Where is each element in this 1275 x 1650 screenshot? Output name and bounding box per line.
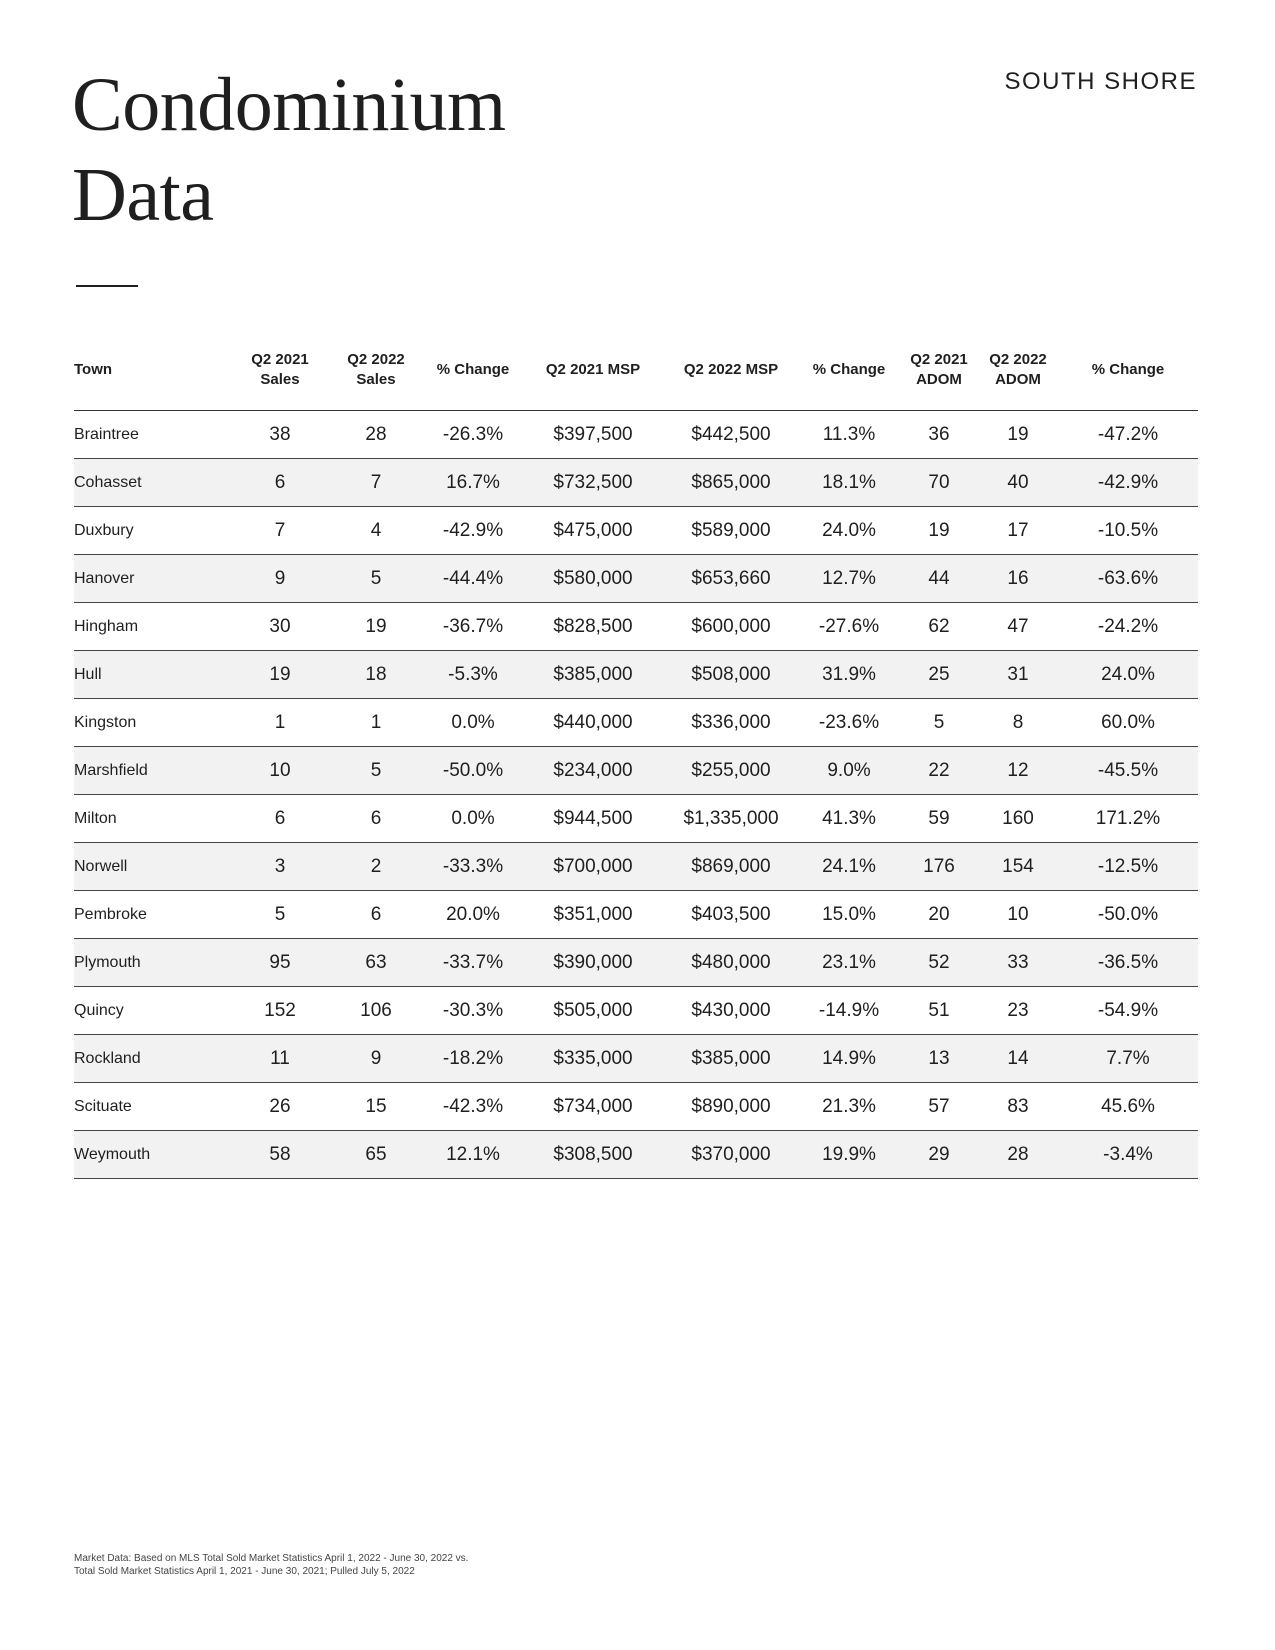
cell-q2-2021-sales: 19 (232, 651, 328, 699)
cell-q2-2022-msp: $336,000 (664, 699, 798, 747)
cell-q2-2021-sales: 95 (232, 939, 328, 987)
cell-q2-2021-adom: 52 (900, 939, 978, 987)
cell-sales-change: 0.0% (424, 795, 522, 843)
cell-q2-2022-adom: 8 (978, 699, 1058, 747)
cell-q2-2022-adom: 23 (978, 987, 1058, 1035)
cell-q2-2021-msp: $580,000 (522, 555, 664, 603)
cell-town: Pembroke (74, 891, 232, 939)
cell-q2-2022-adom: 19 (978, 411, 1058, 459)
cell-q2-2022-sales: 2 (328, 843, 424, 891)
cell-sales-change: -50.0% (424, 747, 522, 795)
cell-q2-2021-msp: $944,500 (522, 795, 664, 843)
cell-q2-2022-adom: 10 (978, 891, 1058, 939)
cell-sales-change: -42.9% (424, 507, 522, 555)
table-row (74, 987, 1198, 1035)
cell-q2-2021-adom: 25 (900, 651, 978, 699)
table-row (74, 1083, 1198, 1131)
table-row (74, 411, 1198, 459)
col-header-town: Town (74, 334, 232, 411)
cell-q2-2021-adom: 22 (900, 747, 978, 795)
cell-q2-2022-msp: $442,500 (664, 411, 798, 459)
col-header-q2-2021-sales: Q2 2021 Sales (232, 334, 328, 411)
cell-town: Braintree (74, 411, 232, 459)
footnote (74, 1552, 674, 1578)
cell-q2-2022-sales: 65 (328, 1131, 424, 1179)
table-row (74, 651, 1198, 699)
table-row (74, 843, 1198, 891)
cell-q2-2022-msp: $430,000 (664, 987, 798, 1035)
cell-q2-2021-msp: $734,000 (522, 1083, 664, 1131)
cell-q2-2022-msp: $1,335,000 (664, 795, 798, 843)
cell-q2-2021-msp: $390,000 (522, 939, 664, 987)
page-title-line1: Condominium (72, 63, 506, 147)
cell-q2-2022-sales: 4 (328, 507, 424, 555)
cell-sales-change: -5.3% (424, 651, 522, 699)
cell-adom-change: -36.5% (1058, 939, 1198, 987)
cell-q2-2021-msp: $828,500 (522, 603, 664, 651)
cell-msp-change: 9.0% (798, 747, 900, 795)
cell-sales-change: -30.3% (424, 987, 522, 1035)
cell-q2-2022-msp: $890,000 (664, 1083, 798, 1131)
cell-town: Hanover (74, 555, 232, 603)
col-header-q2-2022-adom: Q2 2022 ADOM (978, 334, 1058, 411)
cell-town: Scituate (74, 1083, 232, 1131)
cell-q2-2022-sales: 63 (328, 939, 424, 987)
cell-msp-change: 12.7% (798, 555, 900, 603)
cell-sales-change: -26.3% (424, 411, 522, 459)
cell-sales-change: 0.0% (424, 699, 522, 747)
footnote-line2: Total Sold Market Statistics April 1, 2021 - June 30, 2021; Pulled July 5, 2022 (74, 1566, 415, 1577)
cell-q2-2022-adom: 83 (978, 1083, 1058, 1131)
cell-q2-2022-sales: 6 (328, 795, 424, 843)
cell-q2-2022-msp: $508,000 (664, 651, 798, 699)
cell-sales-change: -33.3% (424, 843, 522, 891)
cell-q2-2021-msp: $308,500 (522, 1131, 664, 1179)
title-divider (76, 285, 138, 287)
cell-q2-2021-adom: 57 (900, 1083, 978, 1131)
cell-sales-change: -33.7% (424, 939, 522, 987)
cell-q2-2022-msp: $370,000 (664, 1131, 798, 1179)
cell-q2-2021-sales: 6 (232, 795, 328, 843)
cell-msp-change: 23.1% (798, 939, 900, 987)
cell-q2-2021-adom: 5 (900, 699, 978, 747)
cell-msp-change: -23.6% (798, 699, 900, 747)
cell-q2-2021-msp: $397,500 (522, 411, 664, 459)
cell-adom-change: -50.0% (1058, 891, 1198, 939)
cell-q2-2021-msp: $440,000 (522, 699, 664, 747)
cell-sales-change: -44.4% (424, 555, 522, 603)
cell-q2-2022-adom: 12 (978, 747, 1058, 795)
cell-q2-2022-adom: 14 (978, 1035, 1058, 1083)
cell-q2-2021-adom: 59 (900, 795, 978, 843)
cell-q2-2021-sales: 10 (232, 747, 328, 795)
cell-sales-change: 20.0% (424, 891, 522, 939)
cell-adom-change: -45.5% (1058, 747, 1198, 795)
cell-adom-change: -47.2% (1058, 411, 1198, 459)
cell-msp-change: 19.9% (798, 1131, 900, 1179)
cell-msp-change: 15.0% (798, 891, 900, 939)
cell-town: Weymouth (74, 1131, 232, 1179)
condo-data-table (74, 334, 1198, 1179)
cell-sales-change: -36.7% (424, 603, 522, 651)
table-header-row (74, 334, 1198, 411)
col-header-q2-2022-msp: Q2 2022 MSP (664, 334, 798, 411)
cell-town: Quincy (74, 987, 232, 1035)
cell-q2-2021-msp: $475,000 (522, 507, 664, 555)
cell-town: Norwell (74, 843, 232, 891)
cell-q2-2021-adom: 13 (900, 1035, 978, 1083)
cell-q2-2022-sales: 7 (328, 459, 424, 507)
cell-q2-2022-msp: $403,500 (664, 891, 798, 939)
cell-town: Rockland (74, 1035, 232, 1083)
cell-town: Cohasset (74, 459, 232, 507)
cell-adom-change: -12.5% (1058, 843, 1198, 891)
cell-q2-2022-adom: 160 (978, 795, 1058, 843)
table-row (74, 699, 1198, 747)
col-header-q2-2021-adom: Q2 2021 ADOM (900, 334, 978, 411)
cell-town: Marshfield (74, 747, 232, 795)
cell-q2-2022-sales: 106 (328, 987, 424, 1035)
table-row (74, 603, 1198, 651)
table-row (74, 1035, 1198, 1083)
cell-q2-2022-msp: $589,000 (664, 507, 798, 555)
cell-q2-2021-msp: $351,000 (522, 891, 664, 939)
cell-q2-2021-adom: 29 (900, 1131, 978, 1179)
cell-town: Duxbury (74, 507, 232, 555)
cell-q2-2022-msp: $865,000 (664, 459, 798, 507)
cell-q2-2022-msp: $653,660 (664, 555, 798, 603)
cell-q2-2022-sales: 15 (328, 1083, 424, 1131)
table-row (74, 507, 1198, 555)
cell-q2-2022-msp: $600,000 (664, 603, 798, 651)
col-header-msp-change: % Change (798, 334, 900, 411)
table-row (74, 459, 1198, 507)
table-row (74, 555, 1198, 603)
cell-q2-2022-adom: 31 (978, 651, 1058, 699)
cell-msp-change: -27.6% (798, 603, 900, 651)
cell-q2-2022-adom: 17 (978, 507, 1058, 555)
cell-msp-change: 41.3% (798, 795, 900, 843)
cell-adom-change: 171.2% (1058, 795, 1198, 843)
table-row (74, 891, 1198, 939)
cell-msp-change: -14.9% (798, 987, 900, 1035)
cell-town: Hingham (74, 603, 232, 651)
table-row (74, 939, 1198, 987)
table-row (74, 1131, 1198, 1179)
cell-q2-2022-sales: 1 (328, 699, 424, 747)
cell-adom-change: 45.6% (1058, 1083, 1198, 1131)
cell-sales-change: -18.2% (424, 1035, 522, 1083)
cell-q2-2021-msp: $385,000 (522, 651, 664, 699)
cell-q2-2021-adom: 36 (900, 411, 978, 459)
cell-q2-2021-msp: $234,000 (522, 747, 664, 795)
cell-q2-2021-sales: 1 (232, 699, 328, 747)
cell-q2-2022-msp: $869,000 (664, 843, 798, 891)
cell-adom-change: -10.5% (1058, 507, 1198, 555)
cell-q2-2021-adom: 19 (900, 507, 978, 555)
cell-msp-change: 31.9% (798, 651, 900, 699)
cell-q2-2022-sales: 6 (328, 891, 424, 939)
table-row (74, 795, 1198, 843)
cell-adom-change: -54.9% (1058, 987, 1198, 1035)
cell-q2-2022-adom: 47 (978, 603, 1058, 651)
cell-sales-change: -42.3% (424, 1083, 522, 1131)
cell-q2-2021-sales: 9 (232, 555, 328, 603)
cell-town: Kingston (74, 699, 232, 747)
cell-adom-change: 60.0% (1058, 699, 1198, 747)
cell-q2-2021-adom: 176 (900, 843, 978, 891)
cell-q2-2021-msp: $335,000 (522, 1035, 664, 1083)
cell-q2-2022-adom: 28 (978, 1131, 1058, 1179)
cell-q2-2021-sales: 7 (232, 507, 328, 555)
cell-q2-2021-sales: 30 (232, 603, 328, 651)
cell-q2-2021-adom: 20 (900, 891, 978, 939)
cell-q2-2021-sales: 6 (232, 459, 328, 507)
col-header-adom-change: % Change (1058, 334, 1198, 411)
cell-msp-change: 14.9% (798, 1035, 900, 1083)
cell-q2-2022-adom: 154 (978, 843, 1058, 891)
cell-msp-change: 21.3% (798, 1083, 900, 1131)
cell-q2-2021-msp: $505,000 (522, 987, 664, 1035)
cell-q2-2022-sales: 9 (328, 1035, 424, 1083)
cell-q2-2022-sales: 18 (328, 651, 424, 699)
cell-q2-2021-sales: 11 (232, 1035, 328, 1083)
col-header-q2-2021-msp: Q2 2021 MSP (522, 334, 664, 411)
cell-q2-2021-adom: 51 (900, 987, 978, 1035)
cell-msp-change: 18.1% (798, 459, 900, 507)
cell-adom-change: 24.0% (1058, 651, 1198, 699)
cell-q2-2021-adom: 44 (900, 555, 978, 603)
cell-q2-2022-adom: 40 (978, 459, 1058, 507)
footnote-line1: Market Data: Based on MLS Total Sold Market Statistics April 1, 2022 - June 30, 2022 vs. (74, 1553, 469, 1564)
cell-q2-2022-msp: $385,000 (664, 1035, 798, 1083)
cell-msp-change: 11.3% (798, 411, 900, 459)
cell-msp-change: 24.0% (798, 507, 900, 555)
cell-q2-2022-sales: 5 (328, 747, 424, 795)
cell-q2-2021-sales: 26 (232, 1083, 328, 1131)
cell-q2-2021-msp: $732,500 (522, 459, 664, 507)
cell-adom-change: 7.7% (1058, 1035, 1198, 1083)
cell-town: Hull (74, 651, 232, 699)
cell-sales-change: 16.7% (424, 459, 522, 507)
cell-adom-change: -24.2% (1058, 603, 1198, 651)
cell-q2-2022-sales: 19 (328, 603, 424, 651)
cell-q2-2022-msp: $255,000 (664, 747, 798, 795)
cell-q2-2021-msp: $700,000 (522, 843, 664, 891)
cell-q2-2022-sales: 5 (328, 555, 424, 603)
cell-town: Plymouth (74, 939, 232, 987)
page-title-line2: Data (72, 153, 214, 237)
col-header-sales-change: % Change (424, 334, 522, 411)
cell-sales-change: 12.1% (424, 1131, 522, 1179)
page-title (72, 60, 506, 240)
cell-q2-2022-adom: 16 (978, 555, 1058, 603)
cell-q2-2021-adom: 70 (900, 459, 978, 507)
region-label: SOUTH SHORE (1004, 68, 1197, 95)
cell-q2-2021-sales: 58 (232, 1131, 328, 1179)
cell-msp-change: 24.1% (798, 843, 900, 891)
cell-q2-2022-adom: 33 (978, 939, 1058, 987)
table-row (74, 747, 1198, 795)
cell-q2-2022-sales: 28 (328, 411, 424, 459)
cell-adom-change: -63.6% (1058, 555, 1198, 603)
cell-q2-2021-adom: 62 (900, 603, 978, 651)
cell-q2-2021-sales: 5 (232, 891, 328, 939)
cell-q2-2022-msp: $480,000 (664, 939, 798, 987)
cell-q2-2021-sales: 3 (232, 843, 328, 891)
cell-adom-change: -3.4% (1058, 1131, 1198, 1179)
cell-adom-change: -42.9% (1058, 459, 1198, 507)
col-header-q2-2022-sales: Q2 2022 Sales (328, 334, 424, 411)
cell-q2-2021-sales: 38 (232, 411, 328, 459)
cell-q2-2021-sales: 152 (232, 987, 328, 1035)
cell-town: Milton (74, 795, 232, 843)
